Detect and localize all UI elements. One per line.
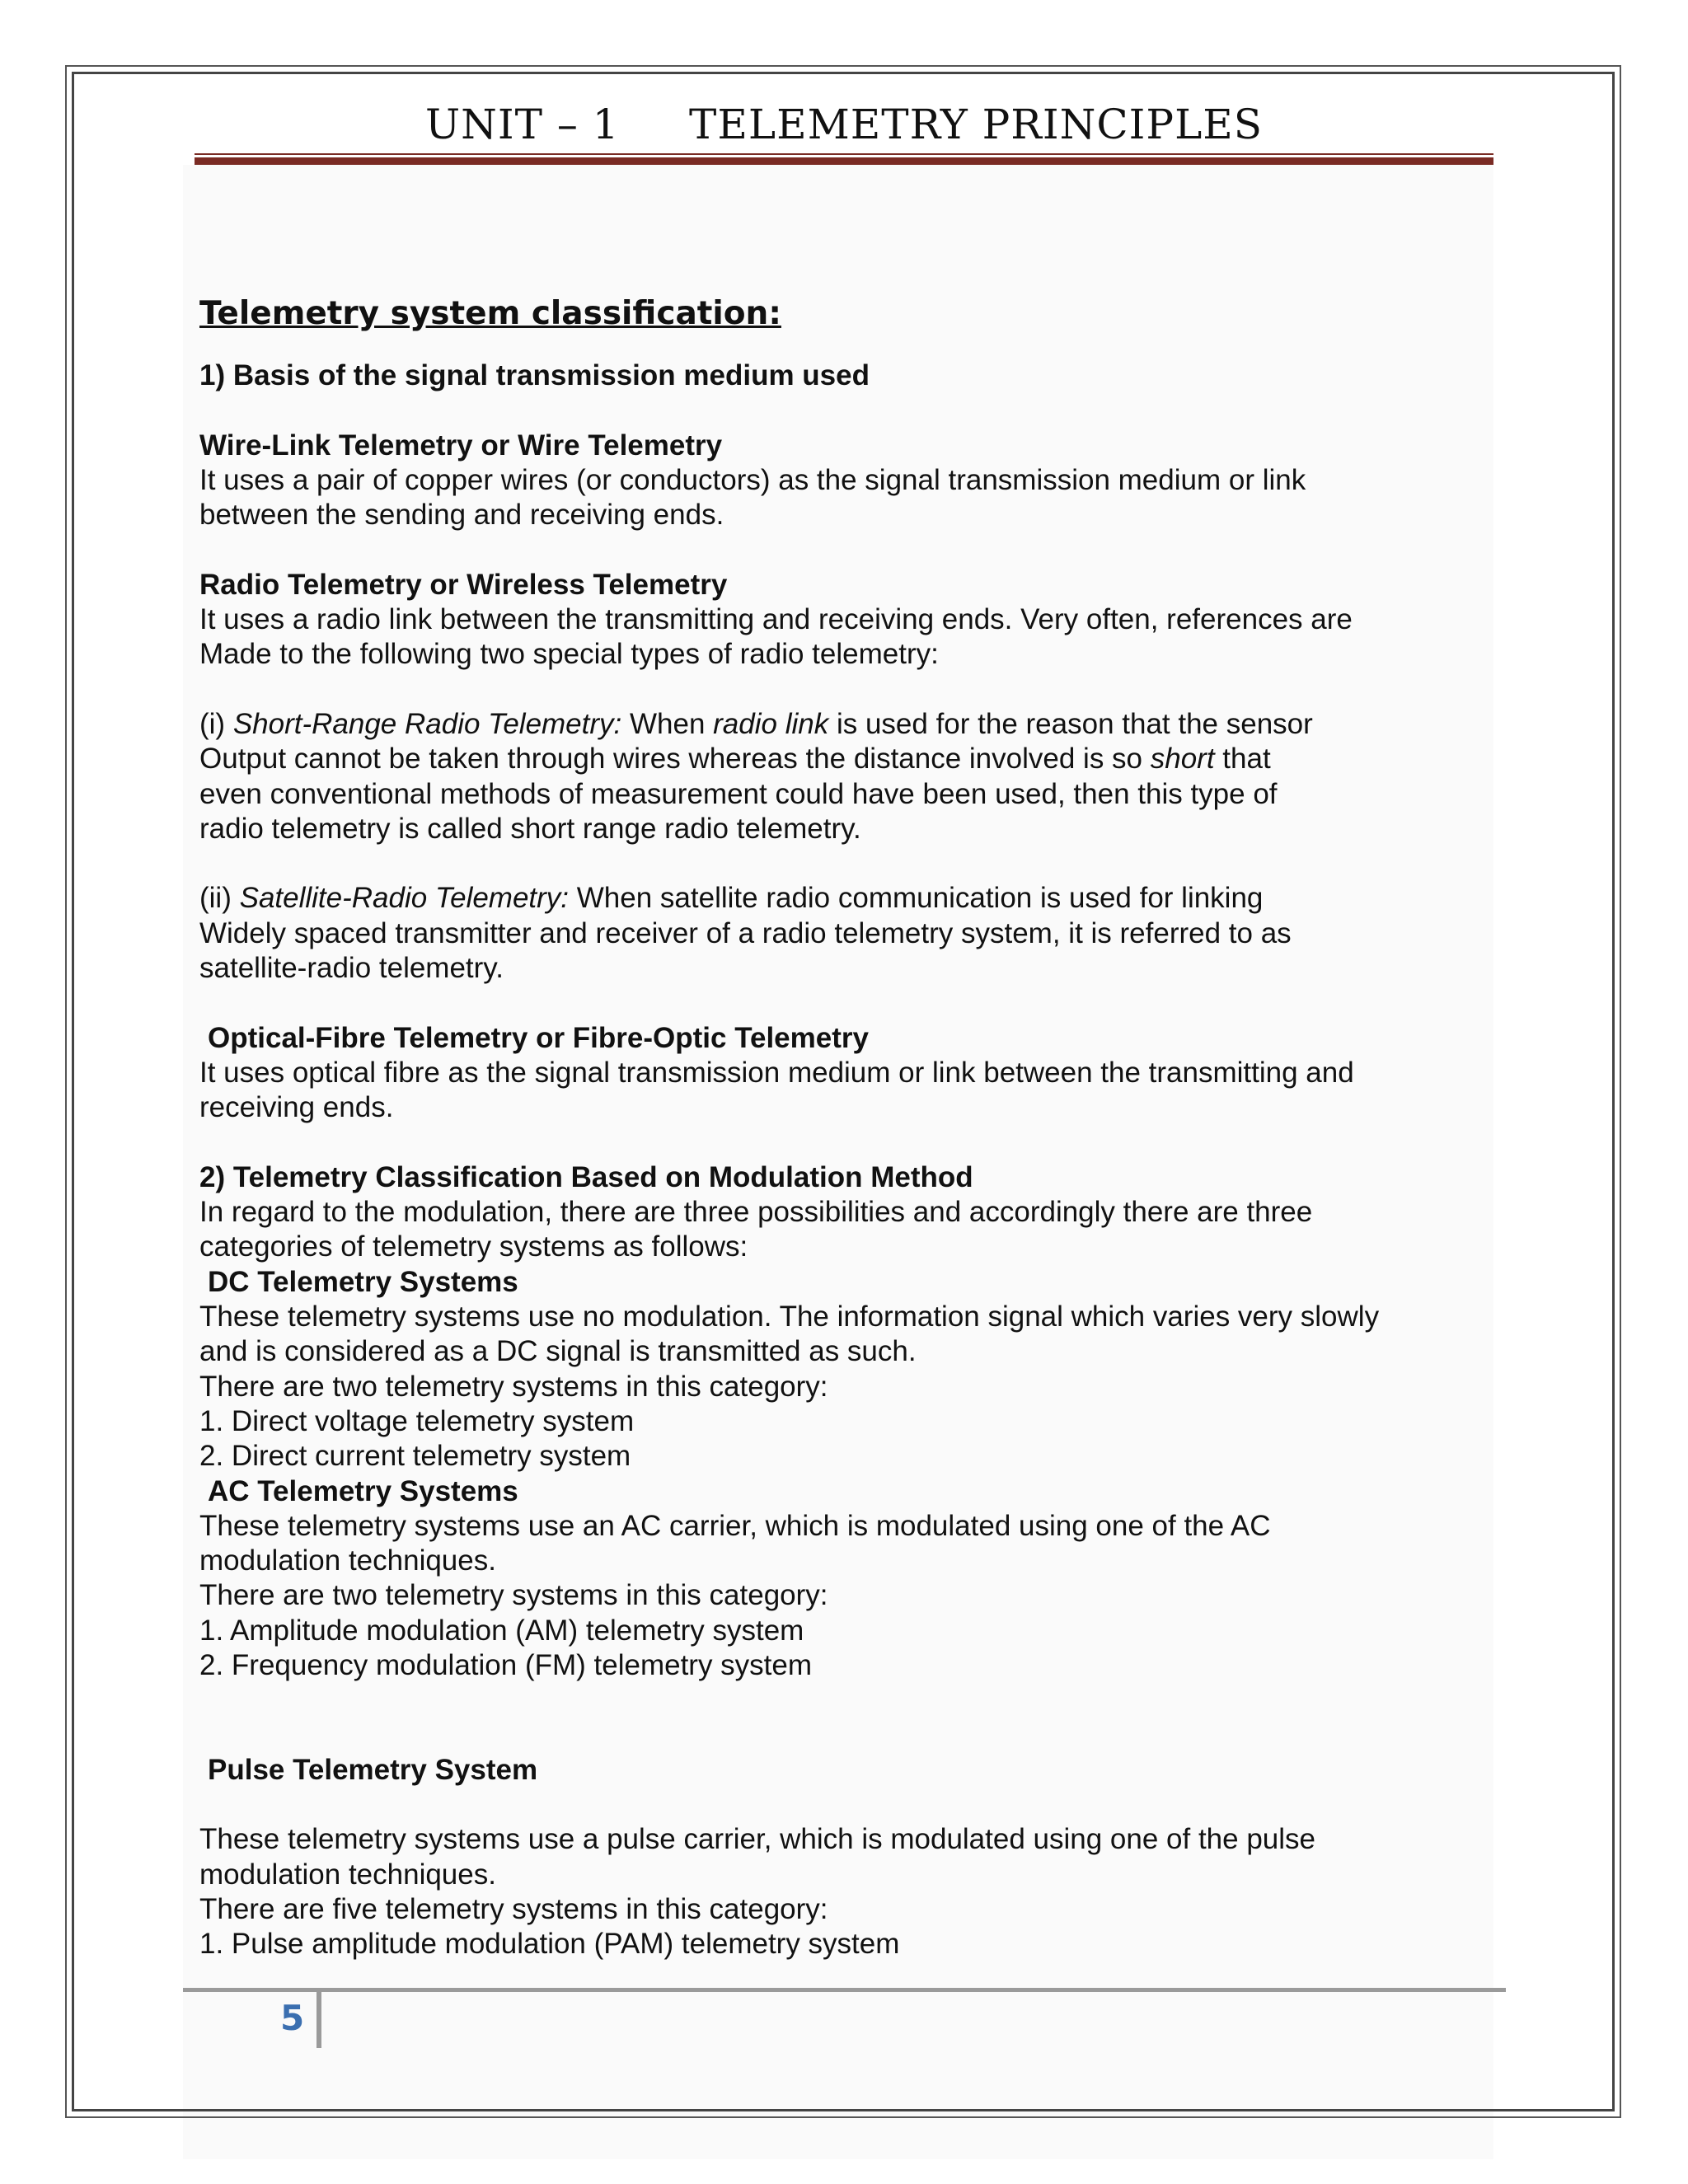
pulse-telemetry-line1: These telemetry systems use a pulse carrier, which is modulated using one of the pulse xyxy=(199,1823,1316,1856)
page-header-title: UNIT – 1 TELEMETRY PRINCIPLES xyxy=(424,101,1264,148)
radio-telemetry-line1: It uses a radio link between the transmitting and receiving ends. Very often, references are xyxy=(199,603,1353,636)
short-range-line1: (i) Short-Range Radio Telemetry: When radio link is used for the reason that the sensor xyxy=(199,707,1313,740)
ac-telemetry-line3: There are two telemetry systems in this category: xyxy=(199,1579,828,1612)
ac-telemetry-item1: 1. Amplitude modulation (AM) telemetry system xyxy=(199,1614,804,1647)
short-range-term: Short-Range Radio Telemetry: xyxy=(232,707,622,740)
radio-telemetry-line2: Made to the following two special types of radio telemetry: xyxy=(199,638,939,671)
dc-telemetry-item2: 2. Direct current telemetry system xyxy=(199,1440,631,1473)
pulse-telemetry-line3: There are five telemetry systems in this category: xyxy=(199,1893,828,1926)
page-number: 5 xyxy=(280,1998,305,2038)
ac-telemetry-heading: AC Telemetry Systems xyxy=(208,1474,518,1507)
short-range-line2: Output cannot be taken through wires whereas the distance involved is so short that xyxy=(199,743,1271,776)
satellite-line1: (ii) Satellite-Radio Telemetry: When satellite radio communication is used for linking xyxy=(199,882,1264,915)
satellite-term: Satellite-Radio Telemetry: xyxy=(239,882,570,915)
ac-telemetry-item2: 2. Frequency modulation (FM) telemetry system xyxy=(199,1648,813,1681)
satellite-line3: satellite-radio telemetry. xyxy=(199,952,504,985)
wire-telemetry-line1: It uses a pair of copper wires (or conductors) as the signal transmission medium or link xyxy=(199,463,1306,496)
header-rule-thick xyxy=(195,157,1493,165)
basis2-heading: 2) Telemetry Classification Based on Modulation Method xyxy=(199,1160,973,1193)
basis1-heading: 1) Basis of the signal transmission medium used xyxy=(199,359,870,391)
satellite-line2: Widely spaced transmitter and receiver of a radio telemetry system, it is referred to as xyxy=(199,916,1292,949)
document-body xyxy=(199,293,1461,1962)
optical-telemetry-line2: receiving ends. xyxy=(199,1091,394,1124)
pulse-telemetry-heading: Pulse Telemetry System xyxy=(208,1753,538,1786)
dc-telemetry-item1: 1. Direct voltage telemetry system xyxy=(199,1404,635,1437)
radio-telemetry-heading: Radio Telemetry or Wireless Telemetry xyxy=(199,568,728,601)
ac-telemetry-line1: These telemetry systems use an AC carrier, which is modulated using one of the AC xyxy=(199,1509,1271,1542)
dc-telemetry-line1: These telemetry systems use no modulation. The information signal which varies very slowly xyxy=(199,1301,1380,1333)
basis2-line2: categories of telemetry systems as follows: xyxy=(199,1230,748,1263)
dc-telemetry-line3: There are two telemetry systems in this category: xyxy=(199,1370,828,1403)
pulse-telemetry-line2: modulation techniques. xyxy=(199,1858,496,1891)
dc-telemetry-heading: DC Telemetry Systems xyxy=(208,1265,518,1298)
optical-telemetry-line1: It uses optical fibre as the signal transmission medium or link between the transmitting and xyxy=(199,1056,1354,1089)
optical-telemetry-heading: Optical-Fibre Telemetry or Fibre-Optic Telemetry xyxy=(208,1021,869,1054)
radio-link-term: radio link xyxy=(713,707,829,740)
wire-telemetry-heading: Wire-Link Telemetry or Wire Telemetry xyxy=(199,429,723,462)
short-term: short xyxy=(1150,743,1215,776)
short-range-line3: even conventional methods of measurement could have been used, then this type of xyxy=(199,777,1278,810)
basis2-line1: In regard to the modulation, there are three possibilities and accordingly there are three xyxy=(199,1196,1313,1229)
dc-telemetry-line2: and is considered as a DC signal is transmitted as such. xyxy=(199,1335,917,1368)
wire-telemetry-line2: between the sending and receiving ends. xyxy=(199,499,724,532)
header-rule-thin xyxy=(195,153,1493,155)
pulse-telemetry-item1: 1. Pulse amplitude modulation (PAM) telemetry system xyxy=(199,1928,900,1961)
footer-rule xyxy=(183,1988,1506,1992)
ac-telemetry-line2: modulation techniques. xyxy=(199,1544,496,1577)
short-range-line4: radio telemetry is called short range radio telemetry. xyxy=(199,812,861,845)
footer-divider xyxy=(316,1992,321,2048)
section-title: Telemetry system classification: xyxy=(199,295,781,332)
